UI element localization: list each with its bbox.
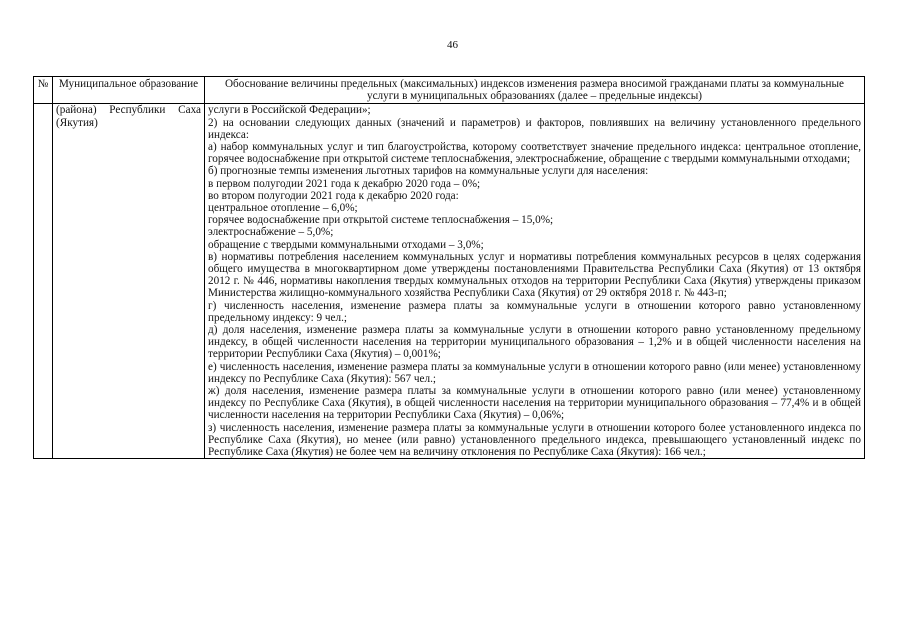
paragraph: в первом полугодии 2021 года к декабрю 2020 года – 0%; [208, 177, 481, 190]
paragraph: горячее водоснабжение при открытой системе теплоснабжения – 15,0%; [208, 214, 554, 227]
cell-number [34, 104, 53, 459]
paragraph: г) численность населения, изменение размера платы за коммунальные услуги в отношении которого равно установленному предельному индексу: 9 чел.; [208, 299, 861, 324]
cell-justification [205, 104, 865, 459]
paragraph: б) прогнозные темпы изменения льготных тарифов на коммунальные услуги для населения: [208, 165, 649, 178]
justification-table [33, 76, 865, 459]
paragraph: д) доля населения, изменение размера платы за коммунальные услуги в отношении которого равно установленному предельному индексу, в общей численности населения на территории муниципального образования – 1,2% и в общей численности населения на территории Республики Саха (Якутия) – 0,001%; [208, 324, 861, 361]
header-municipality: Муниципальное образование [53, 77, 205, 104]
header-justification: Обоснование величины предельных (максимальных) индексов изменения размера вносимой гражданами платы за коммунальные услуги в муниципальных образованиях (далее – предельные индексы) [205, 77, 865, 104]
header-number: № [34, 77, 53, 104]
paragraph: 2) на основании следующих данных (значений и параметров) и факторов, повлиявших на величину установленного предельного индекса: [208, 116, 861, 141]
paragraph: е) численность населения, изменение размера платы за коммунальные услуги в отношении которого равно (или менее) установленному индексу по Республике Саха (Якутия): 567 чел.; [208, 360, 861, 385]
table-row [34, 104, 865, 459]
paragraph: в) нормативы потребления населением коммунальных услуг и нормативы потребления коммунальных ресурсов в целях содержания общего имущества в многоквартирном доме утверждены постановлениями Правительства Республики Саха (Якутия) от 13 октября 2012 г. № 446, нормативы накопления твердых коммунальных отходов на территории Республики Саха (Якутия) утверждены приказом Министерства жилищно-коммунального хозяйства Республики Саха (Якутия) от 29 октября 2018 г. № 443-п; [208, 250, 861, 300]
paragraph: а) набор коммунальных услуг и тип благоустройства, которому соответствует значение предельного индекса: центральное отопление, горячее водоснабжение при открытой системе теплоснабжения, электроснабжение, обращение с твердыми коммунальными отходами; [208, 141, 861, 166]
table-header-row [34, 77, 865, 104]
page-number: 46 [447, 39, 458, 51]
paragraph: во втором полугодии 2021 года к декабрю 2020 года: [208, 189, 459, 202]
paragraph: обращение с твердыми коммунальными отходами – 3,0%; [208, 238, 484, 251]
paragraph: центральное отопление – 6,0%; [208, 202, 358, 215]
paragraph: услуги в Российской Федерации»; [208, 104, 371, 117]
cell-municipality: (района) Республики Саха (Якутия) [53, 104, 205, 459]
paragraph: электроснабжение – 5,0%; [208, 226, 334, 239]
paragraph: з) численность населения, изменение размера платы за коммунальные услуги в отношении которого более установленного индекса по Республике Саха (Якутия), но менее (или равно) установленного предельного индекса, превышающего установленный индекс по Республике Саха (Якутия) не более чем на величину отклонения по Республике Саха (Якутия): 166 чел.; [208, 421, 861, 459]
paragraph: ж) доля населения, изменение размера платы за коммунальные услуги в отношении которого равно (или менее) установленному индексу по Республике Саха (Якутия), в общей численности населения на территории муниципального образования – 77,4% и в общей численности населения на территории Республики Саха (Якутия) – 0,06%; [208, 385, 861, 422]
